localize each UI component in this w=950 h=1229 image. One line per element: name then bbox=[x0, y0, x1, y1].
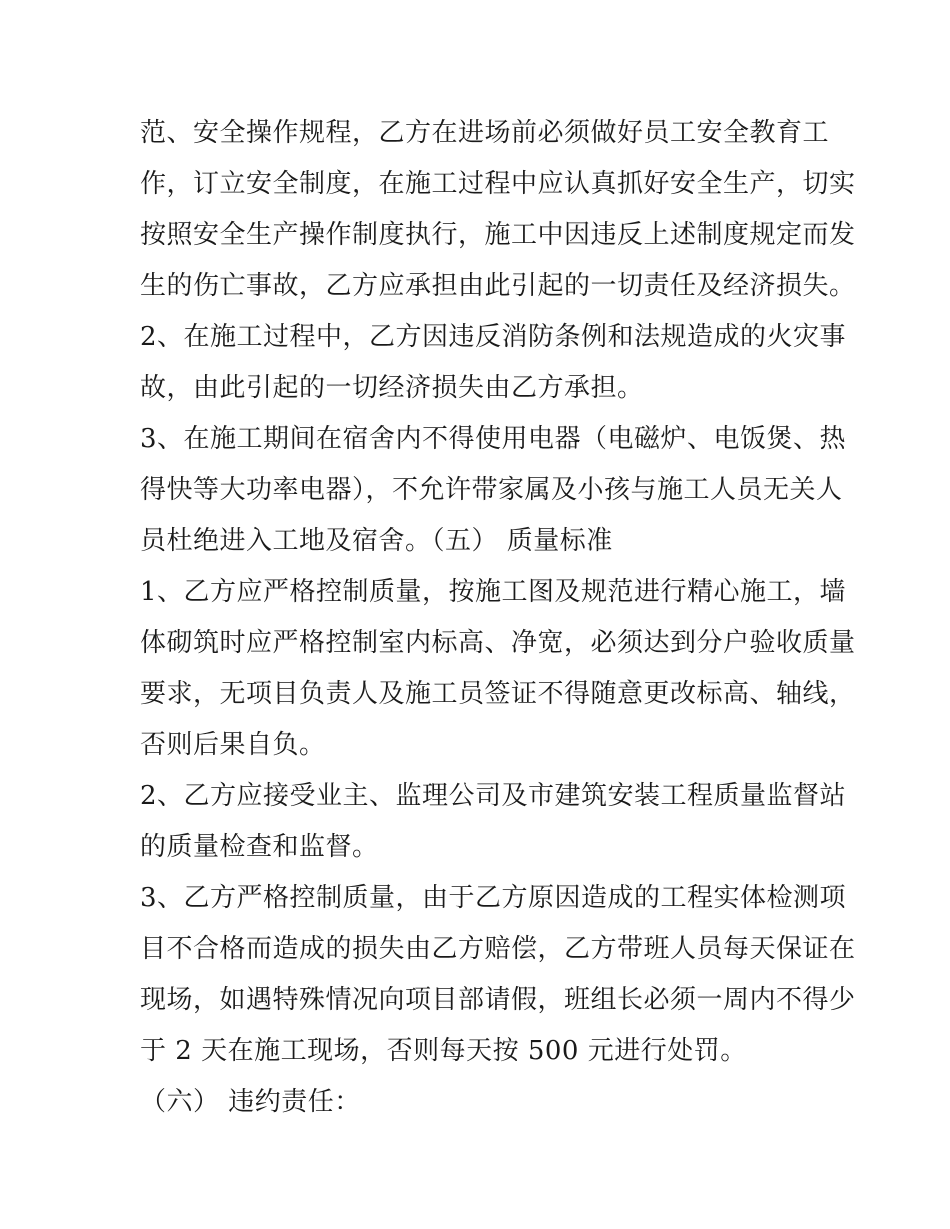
section-heading: （六） 违约责任： bbox=[140, 1087, 361, 1117]
text-line: 否则后果自负。 bbox=[140, 730, 326, 760]
text-line: 2、在施工过程中，乙方因违反消防条例和法规造成的火灾事 bbox=[140, 322, 847, 352]
text-line: 要求，无项目负责人及施工员签证不得随意更改标高、轴线， bbox=[140, 679, 856, 709]
text-line: 3、乙方严格控制质量，由于乙方原因造成的工程实体检测项 bbox=[140, 883, 847, 913]
text-line: 2、乙方应接受业主、监理公司及市建筑安装工程质量监督站 bbox=[140, 781, 847, 811]
text-line: 现场，如遇特殊情况向项目部请假，班组长必须一周内不得少 bbox=[140, 985, 856, 1015]
text-line: 体砌筑时应严格控制室内标高、净宽，必须达到分户验收质量 bbox=[140, 628, 856, 658]
text-line: 于 2 天在施工现场，否则每天按 500 元进行处罚。 bbox=[140, 1036, 747, 1066]
text-line: 3、在施工期间在宿舍内不得使用电器（电磁炉、电饭煲、热 bbox=[140, 424, 847, 454]
text-line: 目不合格而造成的损失由乙方赔偿，乙方带班人员每天保证在 bbox=[140, 934, 856, 964]
text-line: 员杜绝进入工地及宿舍。（五） 质量标准 bbox=[140, 526, 613, 556]
text-line: 作，订立安全制度，在施工过程中应认真抓好安全生产，切实 bbox=[140, 169, 856, 199]
text-line: 1、乙方应严格控制质量，按施工图及规范进行精心施工，墙 bbox=[140, 577, 847, 607]
document-body bbox=[140, 108, 856, 1128]
text-line: 范、安全操作规程，乙方在进场前必须做好员工安全教育工 bbox=[140, 118, 830, 148]
text-line: 得快等大功率电器），不允许带家属及小孩与施工人员无关人 bbox=[140, 475, 843, 505]
text-line: 按照安全生产操作制度执行，施工中因违反上述制度规定而发 bbox=[140, 220, 856, 250]
text-line: 的质量检查和监督。 bbox=[140, 832, 379, 862]
text-line: 故，由此引起的一切经济损失由乙方承担。 bbox=[140, 373, 644, 403]
text-line: 生的伤亡事故，乙方应承担由此引起的一切责任及经济损失。 bbox=[140, 271, 856, 301]
